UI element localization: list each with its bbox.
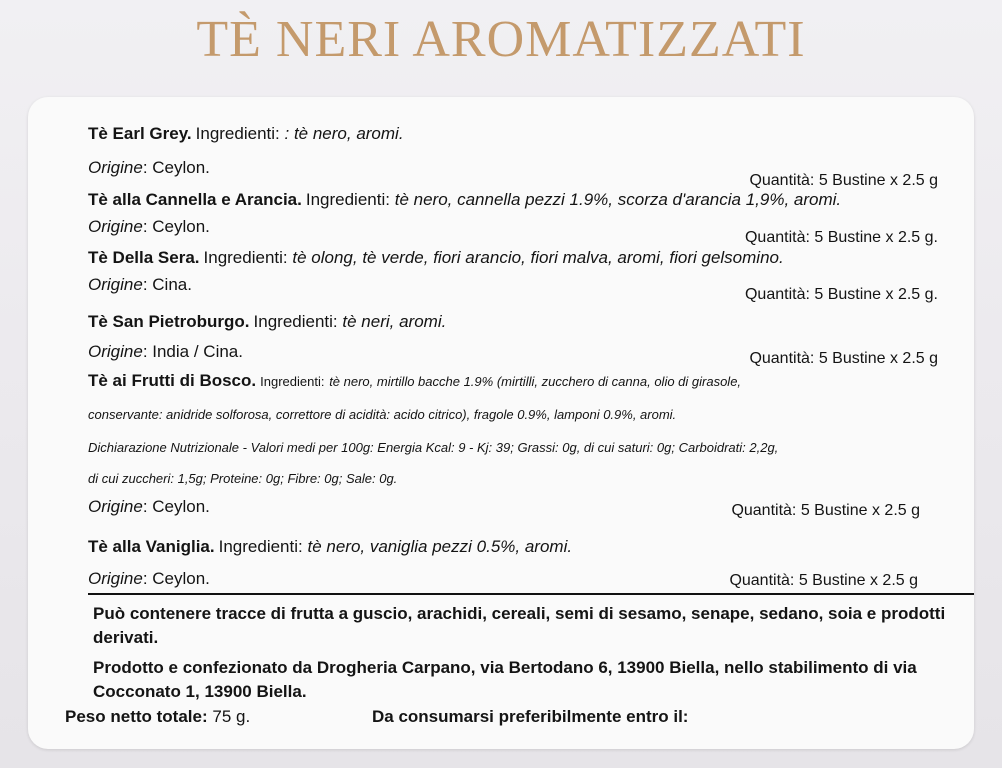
product-name: Tè Earl Grey. [88, 124, 192, 143]
origin-value: : Ceylon. [142, 217, 210, 236]
product-name: Tè alla Vaniglia. [88, 537, 215, 556]
origin-label: Origine [88, 217, 143, 236]
quantity-text: Quantità: 5 Bustine x 2.5 g [749, 350, 938, 367]
origin-label: Origine [88, 342, 143, 361]
ingredients-label: Ingredienti: [260, 374, 325, 389]
product-earl-grey [88, 124, 974, 144]
product-name: Tè San Pietroburgo. [88, 312, 250, 331]
origin-value: : India / Cina. [142, 342, 243, 361]
best-before: Da consumarsi preferibilmente entro il: [372, 707, 689, 726]
product-name: Tè ai Frutti di Bosco. [88, 371, 257, 390]
ingredients-text: tè nero, vaniglia pezzi 0.5%, aromi. [307, 537, 573, 556]
ingredients-label: Ingredienti: [203, 248, 288, 267]
ingredients-label: Ingredienti: [305, 190, 390, 209]
ingredients-text: tè nero, mirtillo bacche 1.9% (mirtilli, zucchero di canna, olio di girasole, [329, 374, 742, 389]
product-frutti-di-bosco [88, 371, 974, 391]
net-weight-value: 75 g. [212, 707, 251, 726]
origin-value: : Ceylon. [142, 158, 210, 177]
quantity-text: Quantità: 5 Bustine x 2.5 g [729, 572, 918, 589]
origin-label: Origine [88, 497, 143, 516]
origin-label: Origine [88, 275, 143, 294]
ingredients-label: Ingredienti: [195, 124, 280, 143]
net-weight-label: Peso netto totale: [65, 707, 208, 726]
product-vaniglia [88, 537, 974, 557]
product-name: Tè alla Cannella e Arancia. [88, 190, 302, 209]
origin-label: Origine [88, 158, 143, 177]
page-title: TÈ NERI AROMATIZZATI [196, 11, 806, 68]
product-san-pietroburgo [88, 312, 974, 332]
origin-value: : Ceylon. [142, 497, 210, 516]
allergen-notice: Può contenere tracce di frutta a guscio, arachidi, cereali, semi di sesamo, senape, sedano, soia e prodotti derivati. [93, 604, 946, 647]
origin-value: : Cina. [142, 275, 192, 294]
product-name: Tè Della Sera. [88, 248, 200, 267]
quantity-text: Quantità: 5 Bustine x 2.5 g [749, 172, 938, 189]
ingredients-text: tè neri, aromi. [342, 312, 447, 331]
origin-label: Origine [88, 569, 143, 588]
quantity-text: Quantità: 5 Bustine x 2.5 g. [744, 286, 938, 303]
product-cannella-arancia [88, 190, 974, 210]
nutrition-info-continued: di cui zuccheri: 1,5g; Proteine: 0g; Fibre: 0g; Sale: 0g. [88, 471, 398, 486]
origin-value: : Ceylon. [142, 569, 210, 588]
ingredients-label: Ingredienti: [253, 312, 338, 331]
quantity-text: Quantità: 5 Bustine x 2.5 g. [744, 229, 938, 246]
ingredients-text: tè olong, tè verde, fiori arancio, fiori malva, aromi, fiori gelsomino. [292, 248, 784, 267]
ingredients-continued: conservante: anidride solforosa, correttore di acidità: acido citrico), fragole 0.9%, lamponi 0.9%, aromi. [88, 407, 677, 422]
ingredients-text: : tè nero, aromi. [284, 124, 404, 143]
product-label [28, 97, 974, 749]
ingredients-text: tè nero, cannella pezzi 1.9%, scorza d'arancia 1,9%, aromi. [394, 190, 842, 209]
divider-line [88, 593, 974, 595]
quantity-text: Quantità: 5 Bustine x 2.5 g [731, 502, 920, 519]
product-della-sera [88, 248, 974, 268]
producer-info: Prodotto e confezionato da Drogheria Carpano, via Bertodano 6, 13900 Biella, nello stabilimento di via Cocconato 1, 13900 Biella. [93, 658, 917, 701]
ingredients-label: Ingredienti: [218, 537, 303, 556]
nutrition-info: Dichiarazione Nutrizionale - Valori medi per 100g: Energia Kcal: 9 - Kj: 39; Grassi: 0g, di cui saturi: 0g; Carboidrati: 2,2g, [88, 440, 779, 455]
net-weight [65, 707, 250, 727]
